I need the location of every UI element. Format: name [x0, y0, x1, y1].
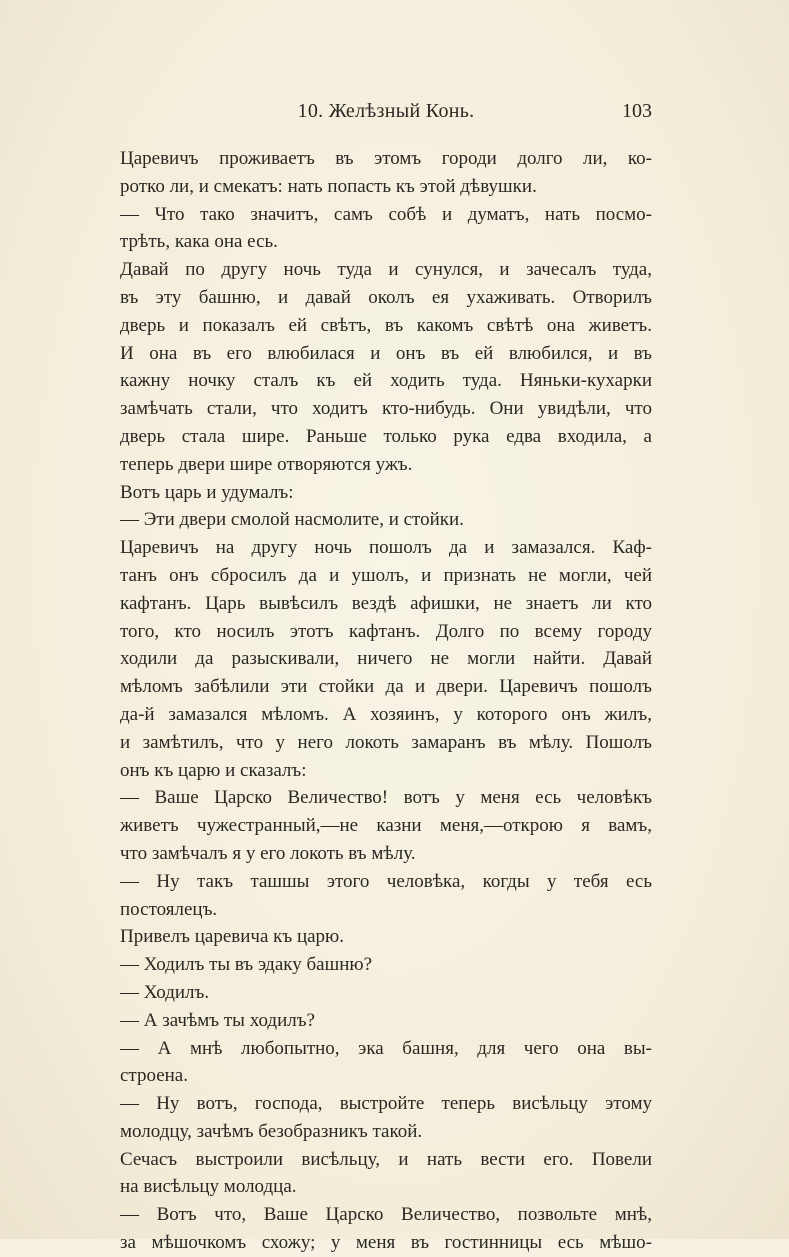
text-line: на висѣльцу молодца.: [120, 1176, 297, 1198]
text-line: кафтанъ. Царь вывѣсилъ вездѣ афишки, не знаетъ ли кто: [120, 592, 652, 614]
text-line: и замѣтилъ, что у него локоть замаранъ въ мѣлу. Пошолъ: [120, 731, 652, 753]
body-text: [120, 145, 652, 1257]
text-line: И она въ его влюбилася и онъ въ ей влюбился, и въ: [120, 342, 652, 364]
text-line: постоялецъ.: [120, 898, 218, 920]
text-line: теперь двери шире отворяются ужъ.: [120, 453, 413, 475]
text-line: того, кто носилъ этотъ кафтанъ. Долго по всему городу: [120, 620, 652, 642]
text-line: ротко ли, и смекатъ: нать попасть къ этой дѣвушки.: [120, 175, 537, 197]
text-line: Царевичъ проживаетъ въ этомъ городи долго ли, ко-: [120, 148, 652, 169]
text-line: танъ онъ сбросилъ да и ушолъ, и признать не могли, чей: [120, 564, 652, 586]
text-line: да-й замазался мѣломъ. А хозяинъ, у которого онъ жилъ,: [120, 703, 652, 725]
text-line: дверь и показалъ ей свѣтъ, въ какомъ свѣтѣ она живетъ.: [120, 314, 652, 336]
running-header: [120, 100, 652, 130]
text-line: — Что тако значитъ, самъ собѣ и думатъ, нать посмо-: [120, 203, 652, 225]
text-line: — Эти двери смолой насмолите, и стойки.: [120, 509, 464, 531]
text-line: Привелъ царевича къ царю.: [120, 926, 345, 948]
text-line: кажну ночку сталъ къ ей ходить туда. Няньки-кухарки: [120, 370, 652, 392]
text-line: трѣть, кака она есь.: [120, 231, 278, 253]
text-line: Давай по другу ночь туда и сунулся, и зачесалъ туда,: [120, 259, 652, 281]
text-line: за мѣшочкомъ схожу; у меня въ гостинницы есь мѣшо-: [120, 1232, 652, 1254]
text-line: — Вотъ что, Ваше Царско Величество, позвольте мнѣ,: [120, 1204, 652, 1226]
text-line: Сечасъ выстроили висѣльцу, и нать вести его. Повели: [120, 1148, 652, 1170]
text-line: молодцу, зачѣмъ безобразникъ такой.: [120, 1120, 423, 1142]
text-line: — Ходилъ.: [120, 981, 210, 1003]
text-line: строена.: [120, 1065, 188, 1087]
text-line: что замѣчалъ я у его локоть въ мѣлу.: [120, 842, 416, 864]
text-line: — Ну вотъ, господа, выстройте теперь висѣльцу этому: [120, 1093, 652, 1115]
text-line: — Ходилъ ты въ эдаку башню?: [120, 954, 373, 976]
text-line: живетъ чужестранный,—не казни меня,—открою я вамъ,: [120, 815, 652, 837]
page-number: 103: [622, 100, 652, 122]
text-line: онъ къ царю и сказалъ:: [120, 759, 307, 781]
text-line: ходили да разыскивали, ничего не могли найти. Давай: [120, 648, 652, 670]
text-line: въ эту башню, и давай околъ ея ухаживать. Отворилъ: [120, 286, 652, 308]
chapter-title: 10. Желѣзный Конь.: [297, 100, 475, 122]
text-line: Царевичъ на другу ночь пошолъ да и замазался. Каф-: [120, 537, 652, 559]
text-line: — Ну такъ ташшы этого человѣка, когды у тебя есь: [120, 870, 652, 892]
text-line: Вотъ царь и удумалъ:: [120, 481, 294, 503]
text-line: — А мнѣ любопытно, эка башня, для чего она вы-: [120, 1037, 652, 1059]
text-line: — А зачѣмъ ты ходилъ?: [120, 1009, 315, 1031]
text-line: — Ваше Царско Величество! вотъ у меня есь человѣкъ: [120, 787, 652, 809]
text-line: дверь стала шире. Раньше только рука едва входила, а: [120, 425, 652, 447]
text-line: мѣломъ забѣлили эти стойки да и двери. Царевичъ пошолъ: [120, 676, 652, 698]
text-line: замѣчать стали, что ходитъ кто-нибудь. Они увидѣли, что: [120, 398, 652, 420]
